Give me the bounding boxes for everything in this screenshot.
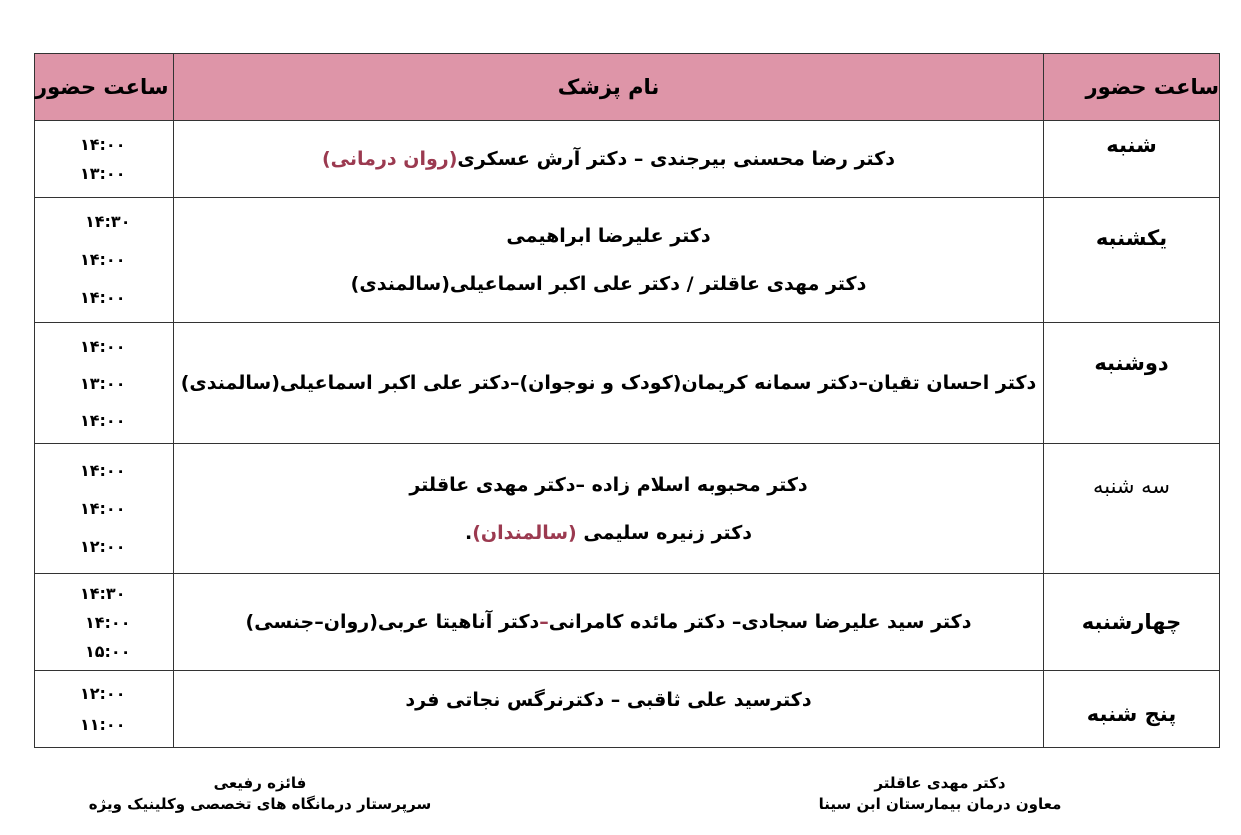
table-row (35, 198, 1220, 323)
times-cell (35, 198, 174, 323)
day-cell: دوشنبه (1044, 323, 1220, 444)
schedule-table (34, 53, 1220, 748)
time-value: ۱۴:۰۰ (80, 460, 126, 480)
header-doctor: نام پزشک (174, 54, 1044, 121)
doctor-names: دکتر علیرضا ابراهیمی (506, 225, 711, 247)
doctor-names: دکتر آناهیتا عربی(روان–جنسی) (245, 611, 540, 633)
times-cell (35, 574, 174, 671)
signature-left (60, 773, 460, 815)
time-value: ۱۴:۰۰ (80, 498, 126, 518)
times-cell (35, 121, 174, 198)
times-cell (35, 671, 174, 748)
doctor-names: دکتر احسان تقیان–دکتر سمانه کریمان(کودک و نوجوان)–دکتر علی اکبر اسماعیلی(سالمندی) (180, 372, 1037, 394)
doctor-names: دکتر سید علیرضا سجادی– دکتر مائده کامرانی (548, 611, 972, 633)
signature-right (790, 773, 1090, 815)
doctor-names: دکتر محبوبه اسلام زاده –دکتر مهدی عاقلتر (409, 473, 808, 496)
time-value: ۱۳:۰۰ (80, 164, 126, 183)
time-value: ۱۴:۰۰ (80, 336, 126, 356)
doctors-cell (174, 574, 1044, 671)
day-cell: پنج شنبه (1044, 671, 1220, 748)
time-value: ۱۴:۳۰ (80, 583, 126, 603)
line-end-mark: . (465, 521, 473, 544)
doctors-cell (174, 121, 1044, 198)
day-cell: شنبه (1044, 121, 1220, 198)
doctors-cell (174, 323, 1044, 444)
signer-name: فائزه رفیعی (213, 774, 307, 792)
doctors-cell (174, 444, 1044, 574)
table-row (35, 444, 1220, 574)
time-value: ۱۴:۰۰ (80, 288, 126, 307)
header-row (35, 54, 1220, 121)
time-value: ۱۴:۰۰ (80, 410, 126, 430)
specialty-label: (سالمندان) (472, 521, 577, 544)
times-cell (35, 444, 174, 574)
signer-title: سرپرستار درمانگاه های تخصصی وکلینیک ویژه (88, 795, 432, 813)
time-value: ۱۲:۰۰ (80, 684, 126, 703)
table-row (35, 121, 1220, 198)
header-day: ساعت حضور (1044, 54, 1220, 121)
time-value: ۱۲:۰۰ (80, 536, 126, 556)
table-row (35, 671, 1220, 748)
day-cell: چهارشنبه (1044, 574, 1220, 671)
time-value: ۱۳:۰۰ (80, 373, 126, 393)
time-value: ۱۱:۰۰ (80, 715, 126, 734)
doctor-names: دکتر رضا محسنی بیرجندی – دکتر آرش عسکری (457, 148, 895, 170)
time-value: ۱۴:۰۰ (85, 612, 131, 632)
header-time: ساعت حضور (35, 54, 174, 121)
signer-name: دکتر مهدی عاقلتر (874, 774, 1006, 792)
doctors-cell (174, 198, 1044, 323)
day-cell: یکشنبه (1044, 198, 1220, 323)
time-value: ۱۴:۰۰ (80, 135, 126, 154)
doctor-names: دکتر مهدی عاقلتر / دکتر علی اکبر اسماعیلی(سالمندی) (350, 273, 867, 295)
separator-dash: – (539, 611, 549, 633)
time-value: ۱۴:۳۰ (85, 212, 131, 231)
times-cell (35, 323, 174, 444)
day-cell: سه شنبه (1044, 444, 1220, 574)
time-value: ۱۵:۰۰ (85, 641, 131, 661)
doctors-cell (174, 671, 1044, 748)
table-row (35, 574, 1220, 671)
signer-title: معاون درمان بیمارستان ابن سینا (818, 795, 1062, 813)
specialty-label: (روان درمانی) (322, 148, 458, 170)
table-row (35, 323, 1220, 444)
time-value: ۱۴:۰۰ (80, 250, 126, 269)
doctor-names: دکتر زنیره سلیمی (576, 521, 752, 544)
doctor-names: دکترسید علی ثاقبی – دکترنرگس نجاتی فرد (405, 689, 812, 711)
